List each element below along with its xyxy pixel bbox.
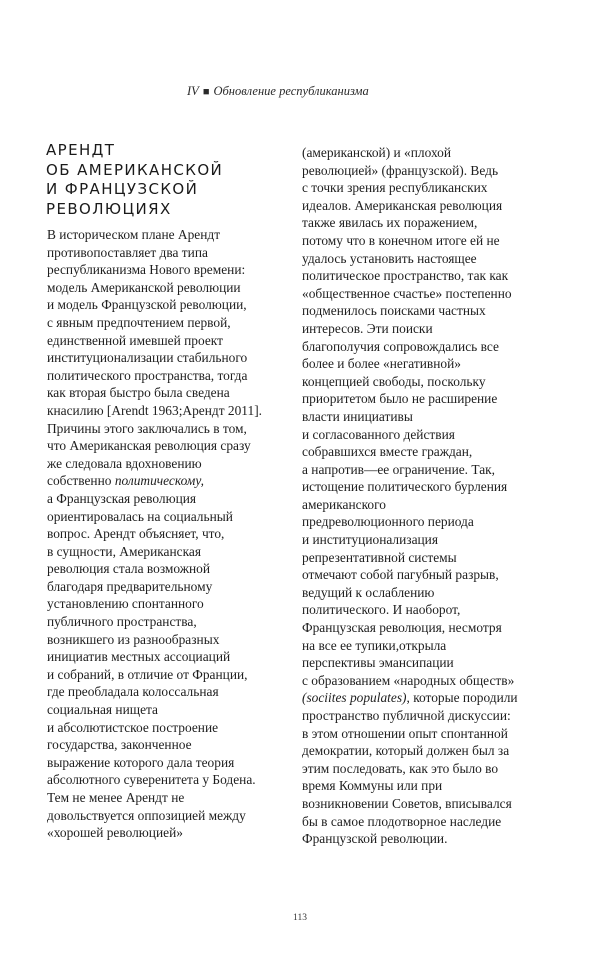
text-line: в этом отношении опыт спонтанной bbox=[302, 725, 508, 741]
page-number: 113 bbox=[293, 913, 307, 923]
text-line: на все ее тупики,открыла bbox=[302, 637, 447, 653]
text-line: политического. И наоборот, bbox=[302, 602, 461, 618]
chapter-number: IV bbox=[187, 84, 199, 98]
text-line: как вторая быстро была сведена bbox=[47, 385, 230, 401]
text-line: благополучия сопровождались все bbox=[302, 338, 499, 354]
text-line: время Коммуны или при bbox=[302, 778, 443, 794]
text-line: перспективы эмансипации bbox=[302, 655, 454, 671]
text-line: с образованием «народных обществ» bbox=[302, 672, 515, 688]
text-line: инициатив местных ассоциаций bbox=[47, 649, 231, 665]
text-line: «хорошей революцией» bbox=[47, 825, 183, 841]
text-line: Французская революция, несмотря bbox=[302, 620, 502, 636]
text-line-mixed bbox=[47, 472, 277, 490]
text-line: возникновении Советов, вписывался bbox=[302, 795, 512, 811]
text-line: более и более «негативной» bbox=[302, 356, 461, 372]
text-line: приоритетом было не расширение bbox=[302, 391, 498, 407]
text-line: собравшихся вместе граждан, bbox=[302, 444, 473, 460]
text-line: также явилась их поражением, bbox=[302, 215, 478, 231]
section-title-line: ОБ АМЕРИКАНСКОЙ bbox=[46, 160, 224, 179]
text-line: противопоставляет два типа bbox=[47, 244, 208, 260]
text-line: и институционализация bbox=[302, 532, 439, 548]
italic-term: (sociites populates) bbox=[302, 690, 407, 706]
text-line: политического пространства, тогда bbox=[47, 367, 248, 383]
text-line: абсолютного суверенитета у Бодена. bbox=[47, 772, 256, 788]
text-line: концепцией свободы, поскольку bbox=[302, 373, 486, 389]
text-line: модель Американской революции bbox=[47, 279, 241, 295]
text-line: ведущий к ослаблению bbox=[302, 584, 435, 600]
text-line: и согласованного действия bbox=[302, 426, 455, 442]
right-column bbox=[302, 144, 542, 848]
text-line: и абсолютистское построение bbox=[47, 719, 219, 735]
text-line: американского bbox=[302, 496, 386, 512]
text-line: довольствуется оппозицией между bbox=[47, 807, 246, 823]
text-line: В историческом плане Арендт bbox=[47, 227, 221, 242]
section-title-line: И ФРАНЦУЗСКОЙ bbox=[46, 180, 199, 198]
section-title-line: РЕВОЛЮЦИЯХ bbox=[46, 199, 172, 218]
text-line: в сущности, Американская bbox=[47, 543, 202, 559]
text-line: политическое пространство, так как bbox=[302, 268, 509, 284]
text-line: республиканизма Нового времени: bbox=[47, 262, 246, 278]
text-line: революцией» (французской). Ведь bbox=[302, 162, 499, 178]
text-line: бы в самое плодотворное наследие bbox=[302, 813, 502, 829]
running-title: Обновление республиканизма bbox=[213, 84, 369, 98]
left-column bbox=[47, 226, 277, 842]
text-line: публичного пространства, bbox=[47, 614, 197, 630]
text-line: репрезентативной системы bbox=[302, 549, 457, 565]
text-line: Тем не менее Арендт не bbox=[47, 790, 185, 805]
text-line: истощение политического бурления bbox=[302, 479, 508, 495]
text-segment: , которые породили bbox=[406, 690, 518, 706]
text-line: благодаря предварительному bbox=[47, 578, 213, 594]
text-line: отмечают собой пагубный разрыв, bbox=[302, 567, 499, 583]
text-line: пространство публичной дискуссии: bbox=[302, 708, 511, 723]
text-line: ориентировалась на социальный bbox=[47, 508, 233, 524]
text-line: же следовала вдохновению bbox=[47, 455, 202, 471]
text-line: Причины этого заключались в том, bbox=[47, 420, 247, 436]
text-line: а Французская революция bbox=[47, 490, 197, 506]
text-line: установлению спонтанного bbox=[47, 596, 204, 612]
text-line: и модель Французской революции, bbox=[47, 297, 247, 313]
text-line: «общественное счастье» постепенно bbox=[302, 285, 512, 301]
text-line: единственной имевшей проект bbox=[47, 332, 223, 348]
text-line: выражение которого дала теория bbox=[47, 754, 235, 770]
text-line: идеалов. Американская революция bbox=[302, 197, 503, 213]
text-line: интересов. Эти поиски bbox=[302, 320, 433, 336]
italic-term: политическому, bbox=[114, 473, 204, 489]
text-line: и собраний, в отличие от Франции, bbox=[47, 666, 248, 682]
text-line: демократии, который должен был за bbox=[302, 743, 510, 759]
text-line: удалось установить настоящее bbox=[302, 250, 477, 266]
text-line: (американской) и «плохой bbox=[302, 145, 451, 160]
text-line: с точки зрения республиканских bbox=[302, 180, 488, 196]
text-line: вопрос. Арендт объясняет, что, bbox=[47, 526, 225, 542]
text-line: революция стала возможной bbox=[47, 561, 211, 577]
square-separator-icon: ■ bbox=[202, 86, 210, 98]
text-line: власти инициативы bbox=[302, 408, 413, 424]
text-line: кнасилию [Arendt 1963;Арендт 2011]. bbox=[47, 402, 262, 418]
running-head bbox=[0, 84, 600, 99]
text-line: институционализации стабильного bbox=[47, 350, 248, 366]
text-line: возникшего из разнообразных bbox=[47, 631, 220, 647]
text-line: Французской революции. bbox=[302, 831, 448, 847]
text-line-mixed bbox=[302, 689, 542, 707]
text-line: где преобладала колоссальная bbox=[47, 684, 219, 700]
text-line: а напротив—ее ограничение. Так, bbox=[302, 461, 496, 477]
text-segment: собственно bbox=[47, 473, 115, 489]
text-line: государства, законченное bbox=[47, 737, 192, 753]
text-line: этим последовать, как это было во bbox=[302, 760, 499, 776]
text-line: подменилось поисками частных bbox=[302, 303, 486, 319]
text-line: предреволюционного периода bbox=[302, 514, 474, 530]
section-title bbox=[46, 141, 276, 219]
text-line: с явным предпочтением первой, bbox=[47, 314, 231, 330]
text-line: социальная нищета bbox=[47, 702, 158, 718]
text-line: потому что в конечном итоге ей не bbox=[302, 232, 500, 248]
section-title-line: АРЕНДТ bbox=[46, 141, 116, 159]
text-line: что Американская революция сразу bbox=[47, 438, 251, 454]
